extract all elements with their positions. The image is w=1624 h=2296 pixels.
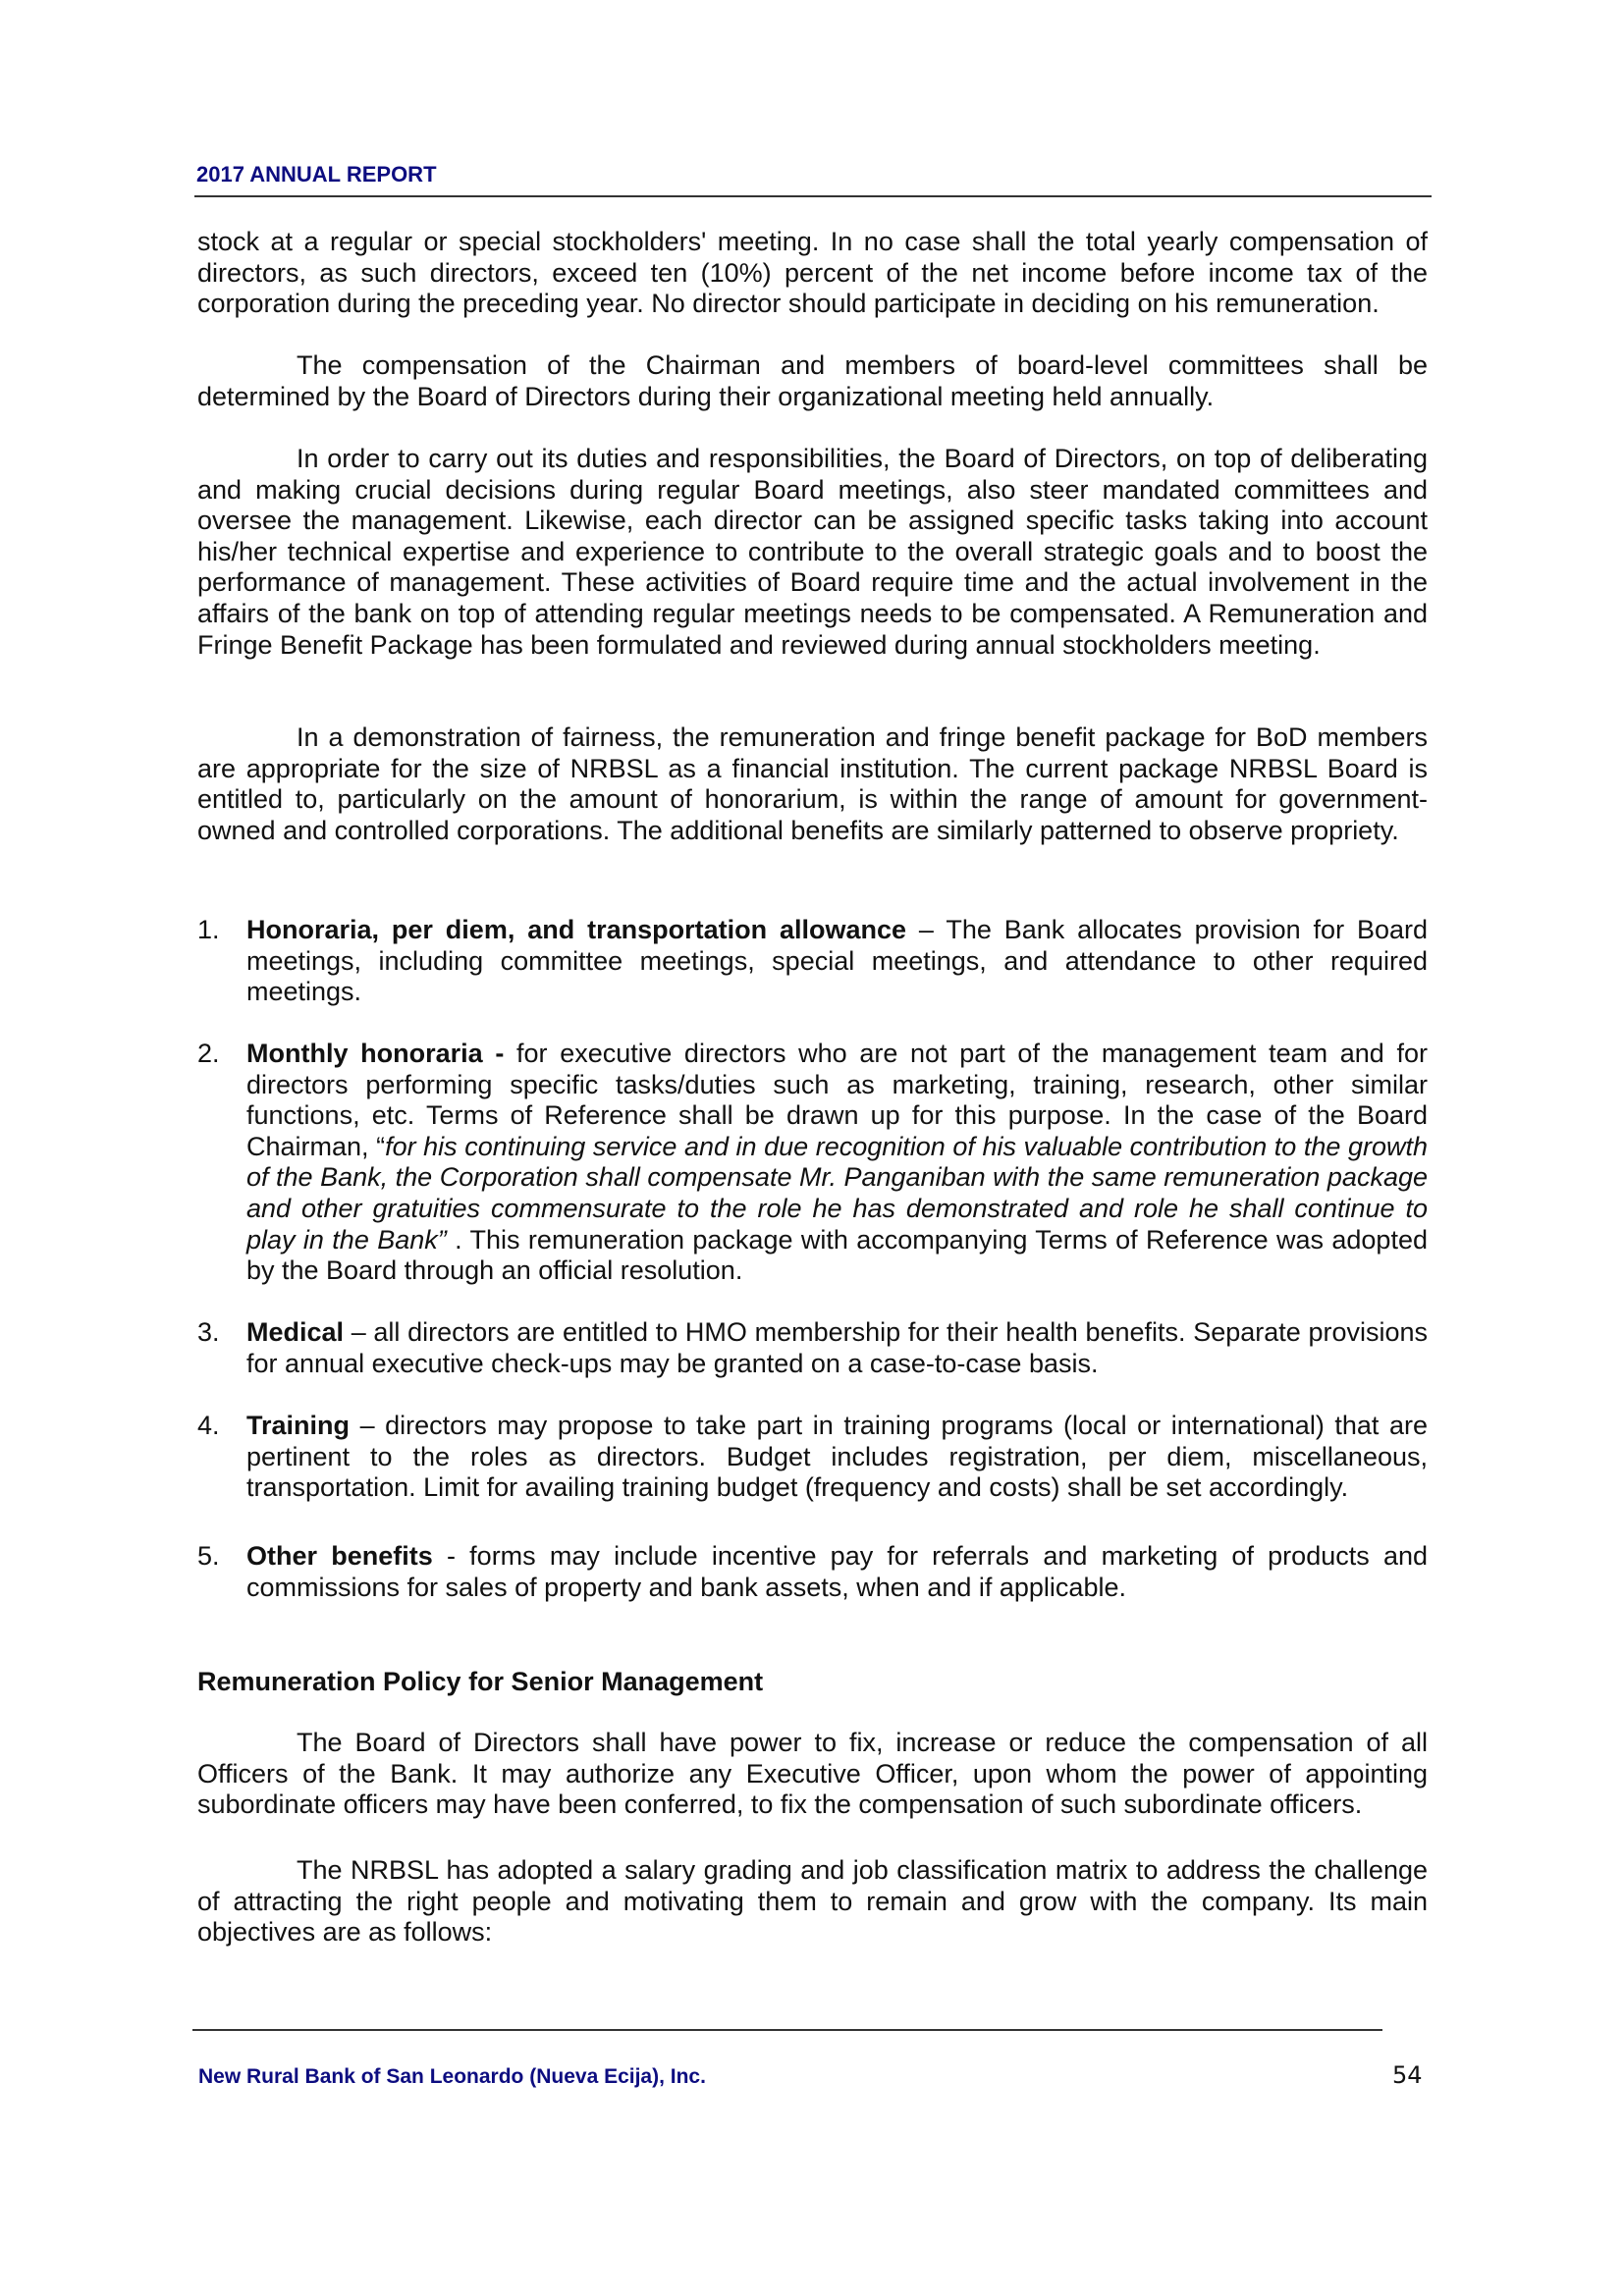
list-number: 3. xyxy=(197,1317,220,1347)
list-number: 4. xyxy=(197,1411,220,1440)
list-text-after: . This remuneration package with accompanying Terms of Reference was adopted by the Board through an official resolution. xyxy=(246,1224,1428,1286)
footer-rule xyxy=(192,2029,1382,2031)
list-body xyxy=(246,915,1428,1008)
list-term: Medical xyxy=(246,1317,345,1347)
list-term: Other benefits xyxy=(246,1541,433,1571)
list-item-honoraria xyxy=(197,915,1428,1008)
list-text: – directors may propose to take part in training programs (local or international) that are pertinent to the roles as directors. Budget includes registration, per diem, miscellaneous, transportation. Limit for availing training budget (frequency and costs) shall be set accordingly. xyxy=(246,1411,1428,1503)
list-number: 5. xyxy=(197,1541,220,1571)
list-number: 1. xyxy=(197,915,220,944)
paragraph-committee-compensation: The compensation of the Chairman and members of board-level committees shall be determined by the Board of Directors during their organizational meeting held annually. xyxy=(197,350,1428,411)
list-body xyxy=(246,1317,1428,1379)
list-item-other-benefits xyxy=(197,1541,1428,1603)
page-number: 54 xyxy=(1392,2061,1423,2089)
list-item-training xyxy=(197,1411,1428,1504)
list-quote: for his continuing service and in due recognition of his valuable contribution to the growth of the Bank, the Corporation shall compensate Mr. Panganiban with the same remuneration package and other gratuities commensurate to the role he has demonstrated and role he shall continue to play in the Bank” xyxy=(246,1131,1428,1255)
list-item-medical xyxy=(197,1317,1428,1379)
list-text: for executive directors who are not part of the management team and for directors performing specific tasks/duties such as marketing, training, research, other similar functions, etc. Terms of Reference shall be drawn up for this purpose. In the case of the Board Chairman, “ xyxy=(246,1039,1429,1161)
list-text: – The Bank allocates provision for Board meetings, including committee meetings, special meetings, and attendance to other required meetings. xyxy=(246,915,1428,1007)
list-number: 2. xyxy=(197,1039,220,1068)
list-item-monthly-honoraria xyxy=(197,1039,1428,1287)
section-heading-senior-management: Remuneration Policy for Senior Management xyxy=(197,1667,764,1696)
list-body xyxy=(246,1541,1428,1603)
paragraph-officer-compensation: The Board of Directors shall have power to fix, increase or reduce the compensation of all Officers of the Bank. It may authorize any Executive Officer, upon whom the power of appointing subordinate officers may have been conferred, to fix the compensation of such subordinate officers. xyxy=(197,1728,1428,1820)
list-term: Training xyxy=(246,1411,351,1440)
list-term: Monthly honoraria - xyxy=(246,1039,505,1068)
paragraph-board-duties: In order to carry out its duties and responsibilities, the Board of Directors, on top of deliberating and making crucial decisions during regular Board meetings, also steer mandated committees and oversee the management. Likewise, each director can be assigned specific tasks taking into account his/her technical expertise and experience to contribute to the overall strategic goals and to boost the performance of management. These activities of Board require time and the actual involvement in the affairs of the bank on top of attending regular meetings needs to be compensated. A Remuneration and Fringe Benefit Package has been formulated and reviewed during annual stockholders meeting. xyxy=(197,444,1428,660)
list-text: – all directors are entitled to HMO membership for their health benefits. Separate provisions for annual executive check-ups may be granted on a case-to-case basis. xyxy=(246,1317,1428,1378)
header-rule xyxy=(194,195,1432,197)
paragraph-director-compensation-cap: stock at a regular or special stockholders' meeting. In no case shall the total yearly compensation of directors, as such directors, exceed ten (10%) percent of the net income before income tax of the corporation during the preceding year. No director should participate in deciding on his remuneration. xyxy=(197,227,1428,319)
list-term: Honoraria, per diem, and transportation allowance xyxy=(246,915,907,944)
running-header-title: 2017 ANNUAL REPORT xyxy=(196,162,437,187)
list-body xyxy=(246,1411,1428,1504)
footer-organization-name: New Rural Bank of San Leonardo (Nueva Ecija), Inc. xyxy=(198,2065,706,2088)
paragraph-fairness: In a demonstration of fairness, the remuneration and fringe benefit package for BoD members are appropriate for the size of NRBSL as a financial institution. The current package NRBSL Board is entitled to, particularly on the amount of honorarium, is within the range of amount for government-owned and controlled corporations. The additional benefits are similarly patterned to observe propriety. xyxy=(197,722,1428,845)
list-body xyxy=(246,1039,1428,1287)
paragraph-salary-grading: The NRBSL has adopted a salary grading and job classification matrix to address the challenge of attracting the right people and motivating them to remain and grow with the company. Its main objectives are as follows: xyxy=(197,1855,1428,1948)
list-text: - forms may include incentive pay for referrals and marketing of products and commissions for sales of property and bank assets, when and if applicable. xyxy=(246,1541,1428,1602)
